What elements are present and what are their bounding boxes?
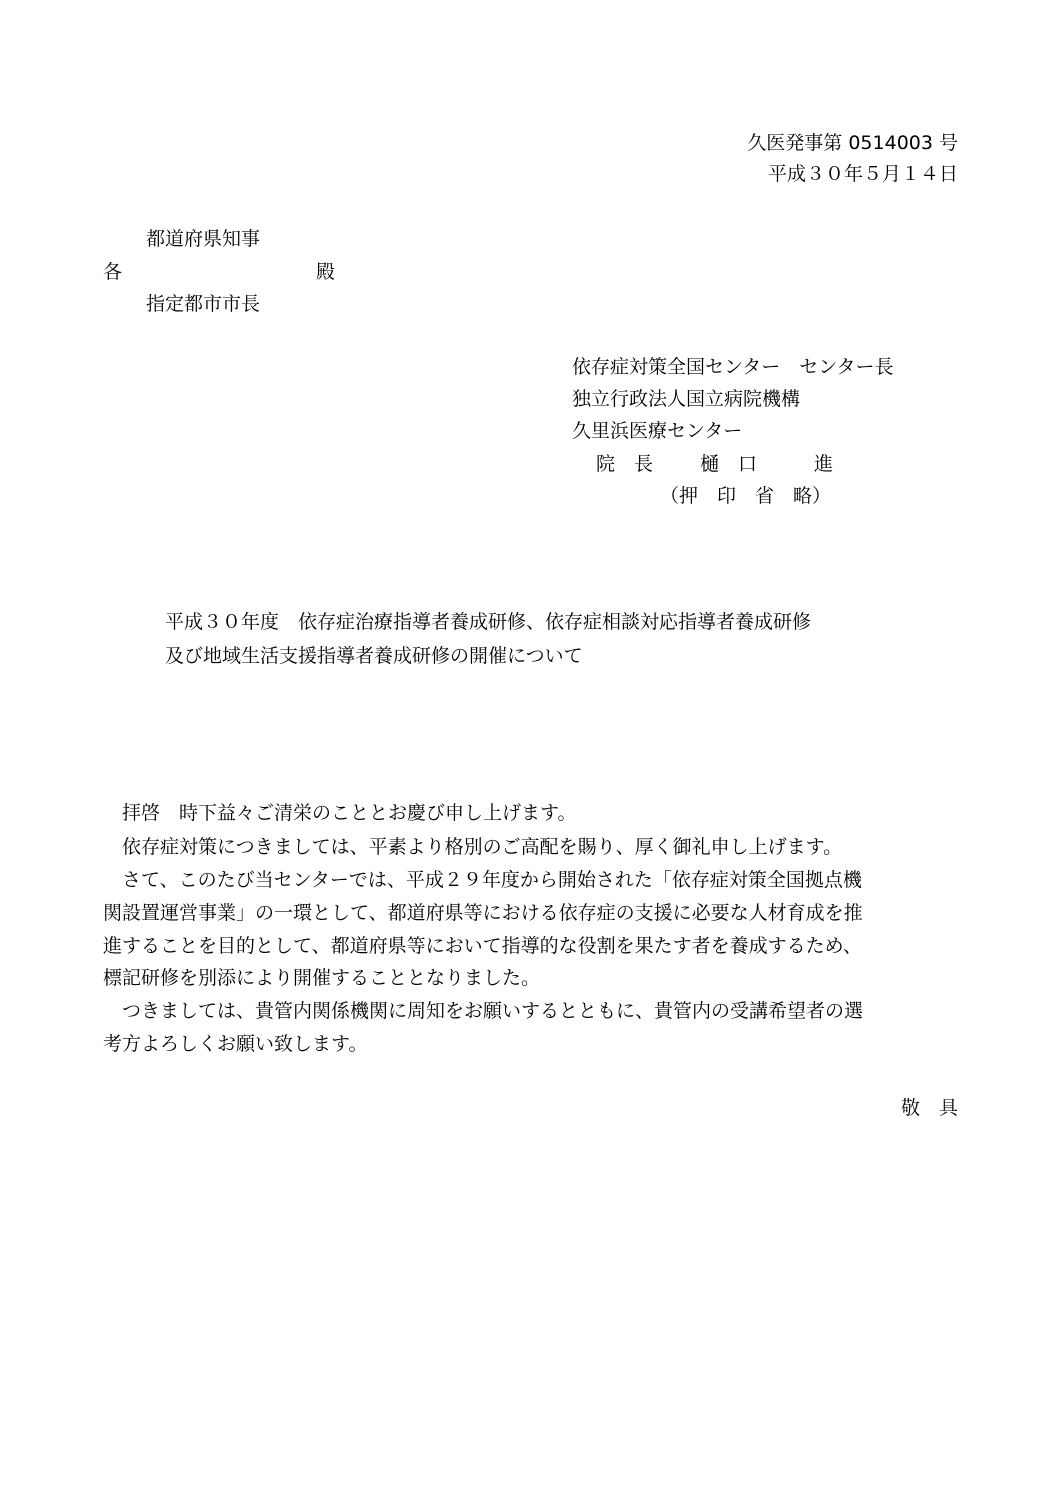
sender-title: 院 長 [596,453,654,475]
subject-line-2: 及び地域生活支援指導者養成研修の開催について [165,645,583,667]
sender-center: 依存症対策全国センター センター長 [572,356,894,378]
document-number: 久医発事第 0514003 号 [747,132,958,154]
closing-phrase: 敬 具 [900,1097,958,1119]
seal-omitted-note: （押 印 省 略） [660,485,832,507]
addressee-honorific: 殿 [316,261,336,283]
body-line: 関設置運営事業」の一環として、都道府県等における依存症の支援に必要な人材育成を推 [103,902,863,924]
body-line: 考方よろしくお願い致します。 [103,1033,368,1055]
sender-name: 樋 口 進 [700,453,834,475]
sender-hospital: 久里浜医療センター [572,420,743,442]
addressee-mayor: 指定都市市長 [146,293,261,315]
addressee-governor: 都道府県知事 [146,228,261,250]
sender-organization: 独立行政法人国立病院機構 [572,388,801,410]
subject-line-1: 平成３０年度 依存症治療指導者養成研修、依存症相談対応指導者養成研修 [165,611,812,633]
body-line: 進することを目的として、都道府県等において指導的な役割を果たす者を養成するため、 [103,935,862,957]
body-line: 依存症対策につきましては、平素より格別のご高配を賜り、厚く御礼申し上げます。 [103,836,843,858]
body-line: 標記研修を別添により開催することとなりました。 [103,967,541,989]
document-date: 平成３０年５月１４日 [767,163,958,185]
addressee-prefix: 各 [103,261,123,283]
body-line: 拝啓 時下益々ご清栄のこととお慶び申し上げます。 [103,802,577,824]
body-line: さて、このたび当センターでは、平成２９年度から開始された「依存症対策全国拠点機 [103,869,862,891]
body-line: つきましては、貴管内関係機関に周知をお願いするとともに、貴管内の受講希望者の選 [103,1000,864,1022]
